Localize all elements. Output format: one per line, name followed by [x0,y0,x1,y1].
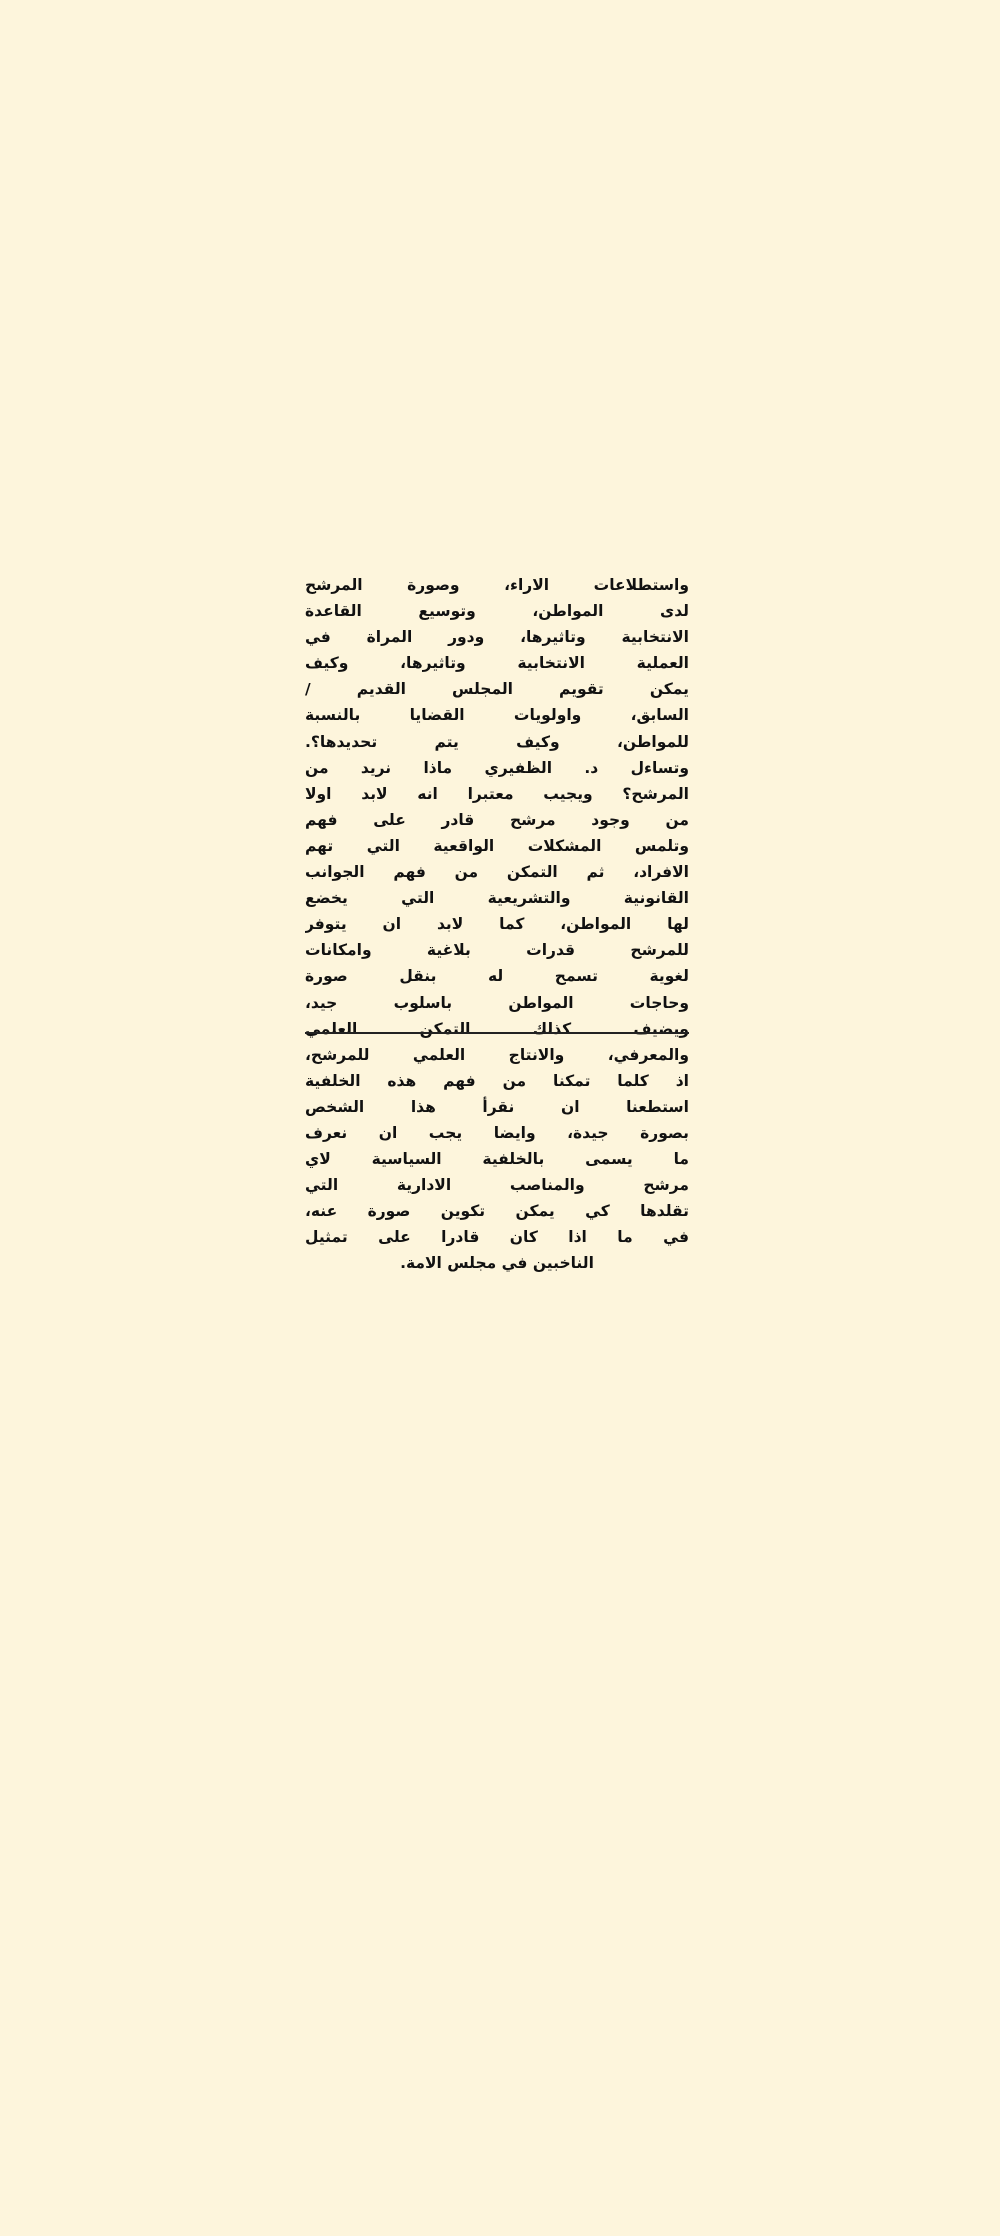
article-line: وحاجات المواطن باسلوب جيد، [305,993,689,1012]
article-line: ما يسمى بالخلفية السياسية لاي [305,1150,689,1169]
article-line: الافراد، ثم التمكن من فهم الجوانب [305,863,689,882]
article-line: وتساءل د. الظفيري ماذا نريد من [305,758,689,777]
article-line: ويضيف كذلك التمكن العلمي [305,1019,689,1038]
article-line: لغوية تسمح له بنقل صورة [305,967,689,986]
article-line: الانتخابية وتاثيرها، ودور المراة في [305,628,689,647]
newspaper-clipping [305,572,689,1273]
article-line: لدى المواطن، وتوسيع القاعدة [305,602,689,621]
article-line: اذ كلما تمكنا من فهم هذه الخلفية [305,1071,689,1090]
article-line: لها المواطن، كما لابد ان يتوفر [305,915,689,934]
article-line: الناخبين في مجلس الامة. [400,1254,594,1273]
article-line: العملية الانتخابية وتاثيرها، وكيف [305,654,689,673]
article-line: استطعنا ان نقرأ هذا الشخص [305,1097,689,1116]
article-line: للمواطن، وكيف يتم تحديدها؟. [305,732,689,751]
article-line: السابق، واولويات القضايا بالنسبة [305,706,689,725]
article-line: يمكن تقويم المجلس القديم / [305,680,689,699]
article-line: واستطلاعات الاراء، وصورة المرشح [305,576,689,594]
article-line: بصورة جيدة، وايضا يجب ان نعرف [305,1123,689,1142]
article-line: تقلدها كي يمكن تكوين صورة عنه، [305,1202,689,1221]
article-line: مرشح والمناصب الادارية التي [305,1176,689,1195]
article-line: للمرشح قدرات بلاغية وامكانات [305,941,689,960]
article-line: القانونية والتشريعية التي يخضع [305,889,689,908]
article-line: في ما اذا كان قادرا على تمثيل [305,1228,689,1247]
clipping-bottom-rule [305,1032,689,1034]
article-line: المرشح؟ ويجيب معتبرا انه لابد اولا [305,784,689,803]
article-line: والمعرفي، والانتاج العلمي للمرشح، [305,1045,689,1064]
article-body [305,572,689,1277]
article-line: من وجود مرشح قادر على فهم [305,810,689,829]
article-line: وتلمس المشكلات الواقعية التي تهم [305,836,689,855]
